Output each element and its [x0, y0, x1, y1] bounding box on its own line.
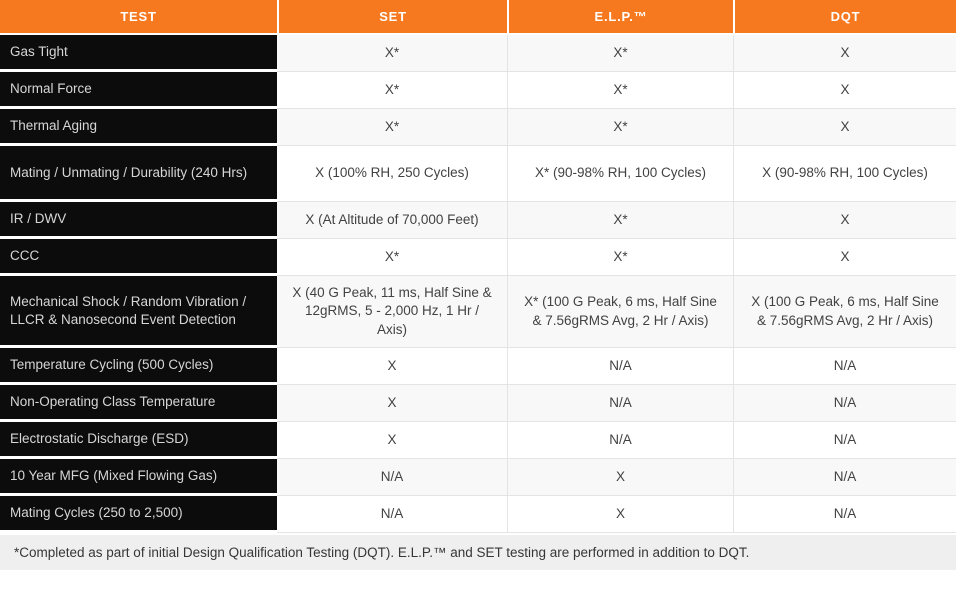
table-row-temperature-cycling [0, 348, 956, 385]
dqt-value-cell: X [733, 35, 956, 72]
test-label-cell: Mating Cycles (250 to 2,500) [0, 496, 277, 533]
set-value-cell: X* [277, 109, 507, 146]
dqt-value-cell: X [733, 72, 956, 109]
table-row-non-operating-class-temperature [0, 385, 956, 422]
elp-value-cell: N/A [507, 348, 733, 385]
test-label-cell: 10 Year MFG (Mixed Flowing Gas) [0, 459, 277, 496]
elp-value-cell: X* (100 G Peak, 6 ms, Half Sine & 7.56gRMS Avg, 2 Hr / Axis) [507, 276, 733, 348]
test-label-cell: Mating / Unmating / Durability (240 Hrs) [0, 146, 277, 202]
test-label-cell: Thermal Aging [0, 109, 277, 146]
test-label-cell: Mechanical Shock / Random Vibration / LLCR & Nanosecond Event Detection [0, 276, 277, 348]
col-header-test: TEST [0, 0, 277, 35]
dqt-value-cell: X (90-98% RH, 100 Cycles) [733, 146, 956, 202]
set-value-cell: X (40 G Peak, 11 ms, Half Sine & 12gRMS, 5 - 2,000 Hz, 1 Hr / Axis) [277, 276, 507, 348]
table-row-ir-dwv [0, 202, 956, 239]
table-row-mating-unmating-durability [0, 146, 956, 202]
test-label-cell: Non-Operating Class Temperature [0, 385, 277, 422]
dqt-value-cell: N/A [733, 422, 956, 459]
table-row-gas-tight [0, 35, 956, 72]
test-label-cell: Electrostatic Discharge (ESD) [0, 422, 277, 459]
elp-value-cell: X [507, 496, 733, 533]
set-value-cell: X (At Altitude of 70,000 Feet) [277, 202, 507, 239]
set-value-cell: X* [277, 72, 507, 109]
table-row-normal-force [0, 72, 956, 109]
table-row-ccc [0, 239, 956, 276]
test-label-cell: Normal Force [0, 72, 277, 109]
elp-value-cell: X* [507, 239, 733, 276]
table-row-mating-cycles [0, 496, 956, 533]
elp-value-cell: X* [507, 72, 733, 109]
set-value-cell: X* [277, 239, 507, 276]
footnote-text: *Completed as part of initial Design Qualification Testing (DQT). E.L.P.™ and SET testing are performed in addition to DQT. [0, 533, 956, 570]
table-row-mechanical-shock-vibration [0, 276, 956, 348]
test-label-cell: Temperature Cycling (500 Cycles) [0, 348, 277, 385]
table-row-10-year-mfg [0, 459, 956, 496]
col-header-dqt: DQT [733, 0, 956, 35]
dqt-value-cell: X [733, 202, 956, 239]
elp-value-cell: X [507, 459, 733, 496]
test-label-cell: IR / DWV [0, 202, 277, 239]
header-row [0, 0, 956, 35]
table-row-electrostatic-discharge [0, 422, 956, 459]
elp-value-cell: X* (90-98% RH, 100 Cycles) [507, 146, 733, 202]
elp-value-cell: X* [507, 109, 733, 146]
dqt-value-cell: X [733, 239, 956, 276]
col-header-elp: E.L.P.™ [507, 0, 733, 35]
elp-value-cell: X* [507, 202, 733, 239]
elp-value-cell: N/A [507, 385, 733, 422]
dqt-value-cell: X [733, 109, 956, 146]
footnote-row [0, 533, 956, 570]
set-value-cell: X [277, 385, 507, 422]
dqt-value-cell: N/A [733, 459, 956, 496]
dqt-value-cell: N/A [733, 348, 956, 385]
dqt-value-cell: X (100 G Peak, 6 ms, Half Sine & 7.56gRMS Avg, 2 Hr / Axis) [733, 276, 956, 348]
elp-value-cell: N/A [507, 422, 733, 459]
set-value-cell: X [277, 348, 507, 385]
test-label-cell: CCC [0, 239, 277, 276]
table-row-thermal-aging [0, 109, 956, 146]
set-value-cell: N/A [277, 459, 507, 496]
elp-value-cell: X* [507, 35, 733, 72]
dqt-value-cell: N/A [733, 496, 956, 533]
set-value-cell: X [277, 422, 507, 459]
set-value-cell: N/A [277, 496, 507, 533]
set-value-cell: X* [277, 35, 507, 72]
col-header-set: SET [277, 0, 507, 35]
test-label-cell: Gas Tight [0, 35, 277, 72]
dqt-value-cell: N/A [733, 385, 956, 422]
set-value-cell: X (100% RH, 250 Cycles) [277, 146, 507, 202]
